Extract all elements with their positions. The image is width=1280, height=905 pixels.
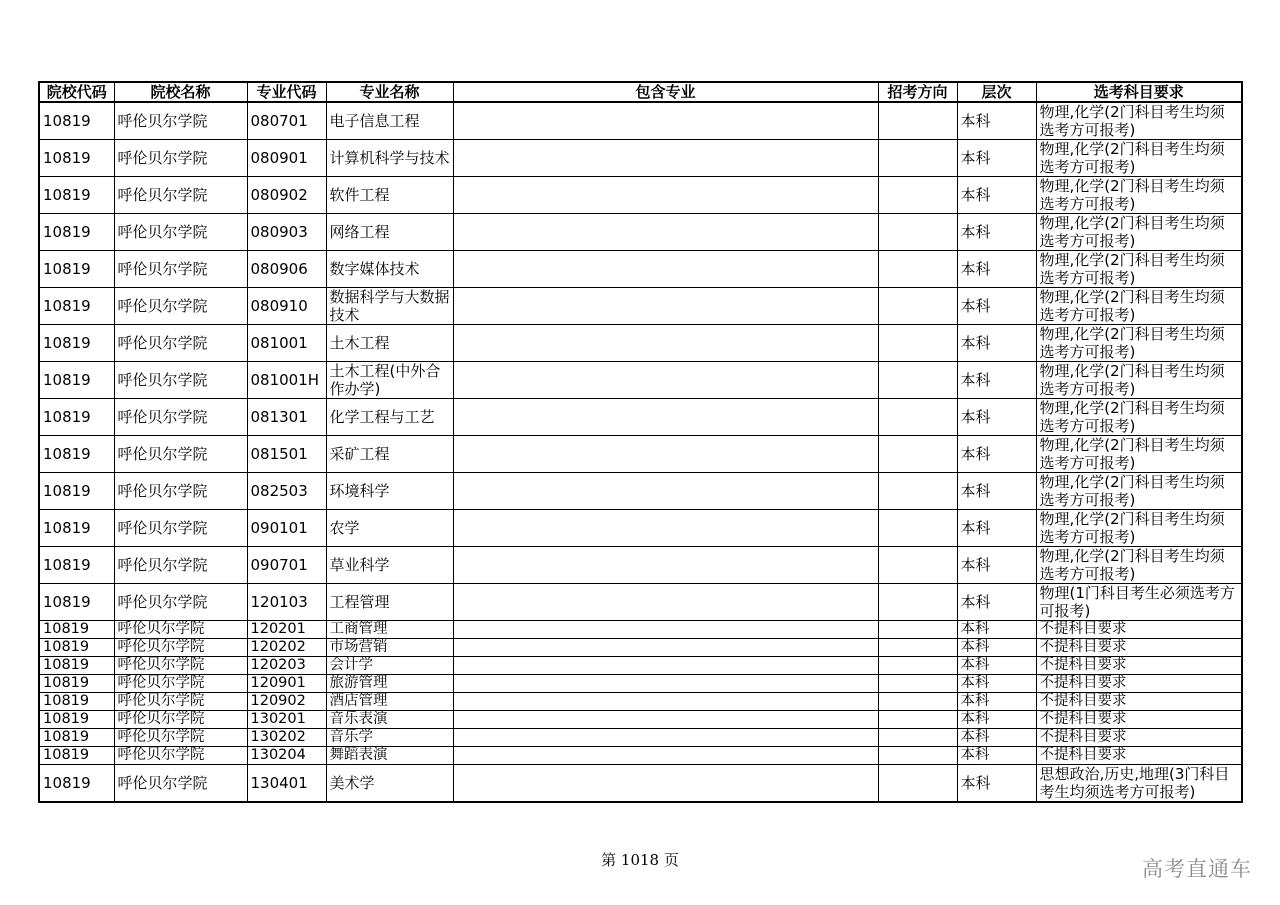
- cell-direction: [878, 711, 957, 729]
- header-school-name: 院校名称: [114, 82, 247, 102]
- cell-included-majors: [453, 177, 878, 214]
- cell-major-name: 工程管理: [326, 584, 453, 621]
- header-major-code: 专业代码: [247, 82, 326, 102]
- cell-subject-requirement: 物理,化学(2门科目考生均须选考方可报考): [1036, 140, 1242, 177]
- cell-major-name: 会计学: [326, 657, 453, 675]
- cell-direction: [878, 765, 957, 803]
- cell-level: 本科: [957, 214, 1036, 251]
- cell-level: 本科: [957, 399, 1036, 436]
- cell-level: 本科: [957, 436, 1036, 473]
- cell-major-name: 环境科学: [326, 473, 453, 510]
- table-row: [39, 140, 1242, 177]
- cell-direction: [878, 102, 957, 140]
- cell-major-name: 数字媒体技术: [326, 251, 453, 288]
- cell-direction: [878, 621, 957, 639]
- table-row: [39, 747, 1242, 765]
- cell-included-majors: [453, 675, 878, 693]
- cell-level: 本科: [957, 547, 1036, 584]
- cell-subject-requirement: 物理,化学(2门科目考生均须选考方可报考): [1036, 102, 1242, 140]
- cell-major-code: 081001: [247, 325, 326, 362]
- cell-school-code: 10819: [39, 251, 114, 288]
- cell-included-majors: [453, 639, 878, 657]
- table-row: [39, 288, 1242, 325]
- cell-subject-requirement: 不提科目要求: [1036, 693, 1242, 711]
- cell-school-name: 呼伦贝尔学院: [114, 214, 247, 251]
- cell-subject-requirement: 不提科目要求: [1036, 675, 1242, 693]
- cell-school-code: 10819: [39, 399, 114, 436]
- cell-school-code: 10819: [39, 693, 114, 711]
- table-row: [39, 362, 1242, 399]
- cell-major-code: 081501: [247, 436, 326, 473]
- cell-direction: [878, 399, 957, 436]
- cell-school-code: 10819: [39, 473, 114, 510]
- cell-school-code: 10819: [39, 584, 114, 621]
- majors-table: [38, 81, 1243, 803]
- cell-major-code: 080903: [247, 214, 326, 251]
- table-row: [39, 639, 1242, 657]
- cell-included-majors: [453, 102, 878, 140]
- cell-direction: [878, 547, 957, 584]
- cell-included-majors: [453, 729, 878, 747]
- cell-direction: [878, 251, 957, 288]
- table-row: [39, 399, 1242, 436]
- cell-school-code: 10819: [39, 102, 114, 140]
- cell-subject-requirement: 物理,化学(2门科目考生均须选考方可报考): [1036, 288, 1242, 325]
- cell-direction: [878, 473, 957, 510]
- table-row: [39, 584, 1242, 621]
- cell-school-name: 呼伦贝尔学院: [114, 436, 247, 473]
- cell-school-code: 10819: [39, 747, 114, 765]
- cell-level: 本科: [957, 729, 1036, 747]
- cell-major-code: 080902: [247, 177, 326, 214]
- cell-school-name: 呼伦贝尔学院: [114, 288, 247, 325]
- cell-school-code: 10819: [39, 547, 114, 584]
- cell-included-majors: [453, 473, 878, 510]
- cell-school-code: 10819: [39, 140, 114, 177]
- cell-major-code: 120203: [247, 657, 326, 675]
- cell-subject-requirement: 物理,化学(2门科目考生均须选考方可报考): [1036, 399, 1242, 436]
- cell-major-name: 网络工程: [326, 214, 453, 251]
- cell-level: 本科: [957, 639, 1036, 657]
- cell-major-code: 120103: [247, 584, 326, 621]
- cell-major-code: 090701: [247, 547, 326, 584]
- cell-included-majors: [453, 547, 878, 584]
- header-school-code: 院校代码: [39, 82, 114, 102]
- cell-included-majors: [453, 693, 878, 711]
- cell-school-code: 10819: [39, 711, 114, 729]
- cell-direction: [878, 325, 957, 362]
- cell-level: 本科: [957, 657, 1036, 675]
- cell-direction: [878, 675, 957, 693]
- header-level: 层次: [957, 82, 1036, 102]
- cell-included-majors: [453, 765, 878, 803]
- cell-included-majors: [453, 621, 878, 639]
- cell-school-name: 呼伦贝尔学院: [114, 473, 247, 510]
- cell-school-name: 呼伦贝尔学院: [114, 140, 247, 177]
- cell-school-name: 呼伦贝尔学院: [114, 102, 247, 140]
- cell-school-code: 10819: [39, 510, 114, 547]
- cell-level: 本科: [957, 362, 1036, 399]
- header-subject-requirement: 选考科目要求: [1036, 82, 1242, 102]
- cell-major-code: 081001H: [247, 362, 326, 399]
- cell-school-name: 呼伦贝尔学院: [114, 325, 247, 362]
- cell-included-majors: [453, 325, 878, 362]
- cell-school-name: 呼伦贝尔学院: [114, 584, 247, 621]
- cell-direction: [878, 657, 957, 675]
- cell-major-name: 数据科学与大数据技术: [326, 288, 453, 325]
- cell-level: 本科: [957, 711, 1036, 729]
- cell-direction: [878, 584, 957, 621]
- cell-major-code: 130401: [247, 765, 326, 803]
- cell-subject-requirement: 不提科目要求: [1036, 729, 1242, 747]
- table-row: [39, 675, 1242, 693]
- cell-major-code: 120201: [247, 621, 326, 639]
- table-row: [39, 473, 1242, 510]
- cell-school-code: 10819: [39, 177, 114, 214]
- cell-level: 本科: [957, 747, 1036, 765]
- cell-included-majors: [453, 214, 878, 251]
- table-row: [39, 510, 1242, 547]
- cell-school-name: 呼伦贝尔学院: [114, 621, 247, 639]
- cell-subject-requirement: 物理,化学(2门科目考生均须选考方可报考): [1036, 214, 1242, 251]
- cell-major-code: 130204: [247, 747, 326, 765]
- cell-level: 本科: [957, 102, 1036, 140]
- cell-level: 本科: [957, 621, 1036, 639]
- watermark: 高考直通车: [1142, 857, 1252, 881]
- cell-school-code: 10819: [39, 675, 114, 693]
- cell-direction: [878, 436, 957, 473]
- cell-direction: [878, 693, 957, 711]
- cell-major-name: 音乐表演: [326, 711, 453, 729]
- cell-major-name: 采矿工程: [326, 436, 453, 473]
- table-row: [39, 729, 1242, 747]
- cell-subject-requirement: 物理,化学(2门科目考生均须选考方可报考): [1036, 436, 1242, 473]
- cell-school-code: 10819: [39, 362, 114, 399]
- cell-school-code: 10819: [39, 765, 114, 803]
- cell-school-code: 10819: [39, 729, 114, 747]
- cell-subject-requirement: 物理,化学(2门科目考生均须选考方可报考): [1036, 473, 1242, 510]
- cell-major-code: 081301: [247, 399, 326, 436]
- cell-direction: [878, 177, 957, 214]
- cell-level: 本科: [957, 765, 1036, 803]
- cell-direction: [878, 140, 957, 177]
- cell-subject-requirement: 物理,化学(2门科目考生均须选考方可报考): [1036, 510, 1242, 547]
- cell-major-code: 080701: [247, 102, 326, 140]
- table-row: [39, 657, 1242, 675]
- cell-school-code: 10819: [39, 288, 114, 325]
- cell-school-name: 呼伦贝尔学院: [114, 510, 247, 547]
- cell-included-majors: [453, 657, 878, 675]
- table-row: [39, 693, 1242, 711]
- cell-major-code: 080906: [247, 251, 326, 288]
- cell-major-code: 090101: [247, 510, 326, 547]
- cell-direction: [878, 288, 957, 325]
- cell-school-name: 呼伦贝尔学院: [114, 399, 247, 436]
- header-major-name: 专业名称: [326, 82, 453, 102]
- table-row: [39, 325, 1242, 362]
- table-row: [39, 177, 1242, 214]
- table-header-row: [39, 82, 1242, 102]
- cell-level: 本科: [957, 288, 1036, 325]
- cell-included-majors: [453, 362, 878, 399]
- cell-level: 本科: [957, 473, 1036, 510]
- cell-major-code: 130202: [247, 729, 326, 747]
- table-row: [39, 102, 1242, 140]
- cell-level: 本科: [957, 325, 1036, 362]
- cell-major-name: 酒店管理: [326, 693, 453, 711]
- cell-school-name: 呼伦贝尔学院: [114, 729, 247, 747]
- cell-included-majors: [453, 510, 878, 547]
- cell-level: 本科: [957, 693, 1036, 711]
- cell-subject-requirement: 不提科目要求: [1036, 711, 1242, 729]
- cell-subject-requirement: 不提科目要求: [1036, 657, 1242, 675]
- cell-level: 本科: [957, 675, 1036, 693]
- cell-school-name: 呼伦贝尔学院: [114, 675, 247, 693]
- cell-major-code: 120901: [247, 675, 326, 693]
- cell-major-code: 080901: [247, 140, 326, 177]
- cell-school-name: 呼伦贝尔学院: [114, 765, 247, 803]
- cell-school-code: 10819: [39, 621, 114, 639]
- cell-included-majors: [453, 251, 878, 288]
- cell-school-name: 呼伦贝尔学院: [114, 639, 247, 657]
- cell-level: 本科: [957, 584, 1036, 621]
- cell-major-name: 土木工程(中外合作办学): [326, 362, 453, 399]
- cell-major-name: 软件工程: [326, 177, 453, 214]
- cell-direction: [878, 214, 957, 251]
- cell-subject-requirement: 物理(1门科目考生必须选考方可报考): [1036, 584, 1242, 621]
- cell-included-majors: [453, 747, 878, 765]
- cell-school-code: 10819: [39, 657, 114, 675]
- cell-major-name: 土木工程: [326, 325, 453, 362]
- cell-school-code: 10819: [39, 214, 114, 251]
- cell-subject-requirement: 物理,化学(2门科目考生均须选考方可报考): [1036, 325, 1242, 362]
- cell-level: 本科: [957, 251, 1036, 288]
- cell-included-majors: [453, 584, 878, 621]
- cell-included-majors: [453, 399, 878, 436]
- cell-major-name: 旅游管理: [326, 675, 453, 693]
- cell-major-name: 农学: [326, 510, 453, 547]
- cell-school-name: 呼伦贝尔学院: [114, 693, 247, 711]
- cell-major-name: 计算机科学与技术: [326, 140, 453, 177]
- cell-level: 本科: [957, 510, 1036, 547]
- cell-direction: [878, 362, 957, 399]
- cell-direction: [878, 510, 957, 547]
- cell-major-name: 舞蹈表演: [326, 747, 453, 765]
- cell-level: 本科: [957, 177, 1036, 214]
- cell-subject-requirement: 物理,化学(2门科目考生均须选考方可报考): [1036, 547, 1242, 584]
- header-direction: 招考方向: [878, 82, 957, 102]
- cell-school-code: 10819: [39, 436, 114, 473]
- cell-school-name: 呼伦贝尔学院: [114, 747, 247, 765]
- cell-major-name: 市场营销: [326, 639, 453, 657]
- cell-subject-requirement: 思想政治,历史,地理(3门科目考生均须选考方可报考): [1036, 765, 1242, 803]
- cell-major-code: 120202: [247, 639, 326, 657]
- cell-major-name: 音乐学: [326, 729, 453, 747]
- table-row: [39, 436, 1242, 473]
- table-row: [39, 214, 1242, 251]
- cell-level: 本科: [957, 140, 1036, 177]
- cell-direction: [878, 639, 957, 657]
- header-included-majors: 包含专业: [453, 82, 878, 102]
- cell-major-name: 草业科学: [326, 547, 453, 584]
- cell-major-code: 130201: [247, 711, 326, 729]
- cell-major-code: 082503: [247, 473, 326, 510]
- table-row: [39, 711, 1242, 729]
- cell-school-name: 呼伦贝尔学院: [114, 362, 247, 399]
- cell-included-majors: [453, 711, 878, 729]
- cell-school-name: 呼伦贝尔学院: [114, 711, 247, 729]
- cell-major-name: 化学工程与工艺: [326, 399, 453, 436]
- cell-school-name: 呼伦贝尔学院: [114, 177, 247, 214]
- cell-school-name: 呼伦贝尔学院: [114, 251, 247, 288]
- cell-subject-requirement: 不提科目要求: [1036, 621, 1242, 639]
- cell-major-code: 120902: [247, 693, 326, 711]
- cell-school-name: 呼伦贝尔学院: [114, 657, 247, 675]
- cell-included-majors: [453, 436, 878, 473]
- cell-subject-requirement: 不提科目要求: [1036, 639, 1242, 657]
- cell-school-code: 10819: [39, 325, 114, 362]
- table-row: [39, 765, 1242, 803]
- table-row: [39, 621, 1242, 639]
- table-row: [39, 547, 1242, 584]
- page-number: 第 1018 页: [601, 851, 679, 869]
- cell-major-name: 电子信息工程: [326, 102, 453, 140]
- table-body: [39, 102, 1242, 802]
- cell-subject-requirement: 不提科目要求: [1036, 747, 1242, 765]
- cell-subject-requirement: 物理,化学(2门科目考生均须选考方可报考): [1036, 177, 1242, 214]
- cell-subject-requirement: 物理,化学(2门科目考生均须选考方可报考): [1036, 251, 1242, 288]
- cell-direction: [878, 729, 957, 747]
- cell-school-code: 10819: [39, 639, 114, 657]
- cell-included-majors: [453, 288, 878, 325]
- cell-major-name: 美术学: [326, 765, 453, 803]
- cell-major-code: 080910: [247, 288, 326, 325]
- cell-school-name: 呼伦贝尔学院: [114, 547, 247, 584]
- cell-included-majors: [453, 140, 878, 177]
- cell-direction: [878, 747, 957, 765]
- table-row: [39, 251, 1242, 288]
- cell-major-name: 工商管理: [326, 621, 453, 639]
- cell-subject-requirement: 物理,化学(2门科目考生均须选考方可报考): [1036, 362, 1242, 399]
